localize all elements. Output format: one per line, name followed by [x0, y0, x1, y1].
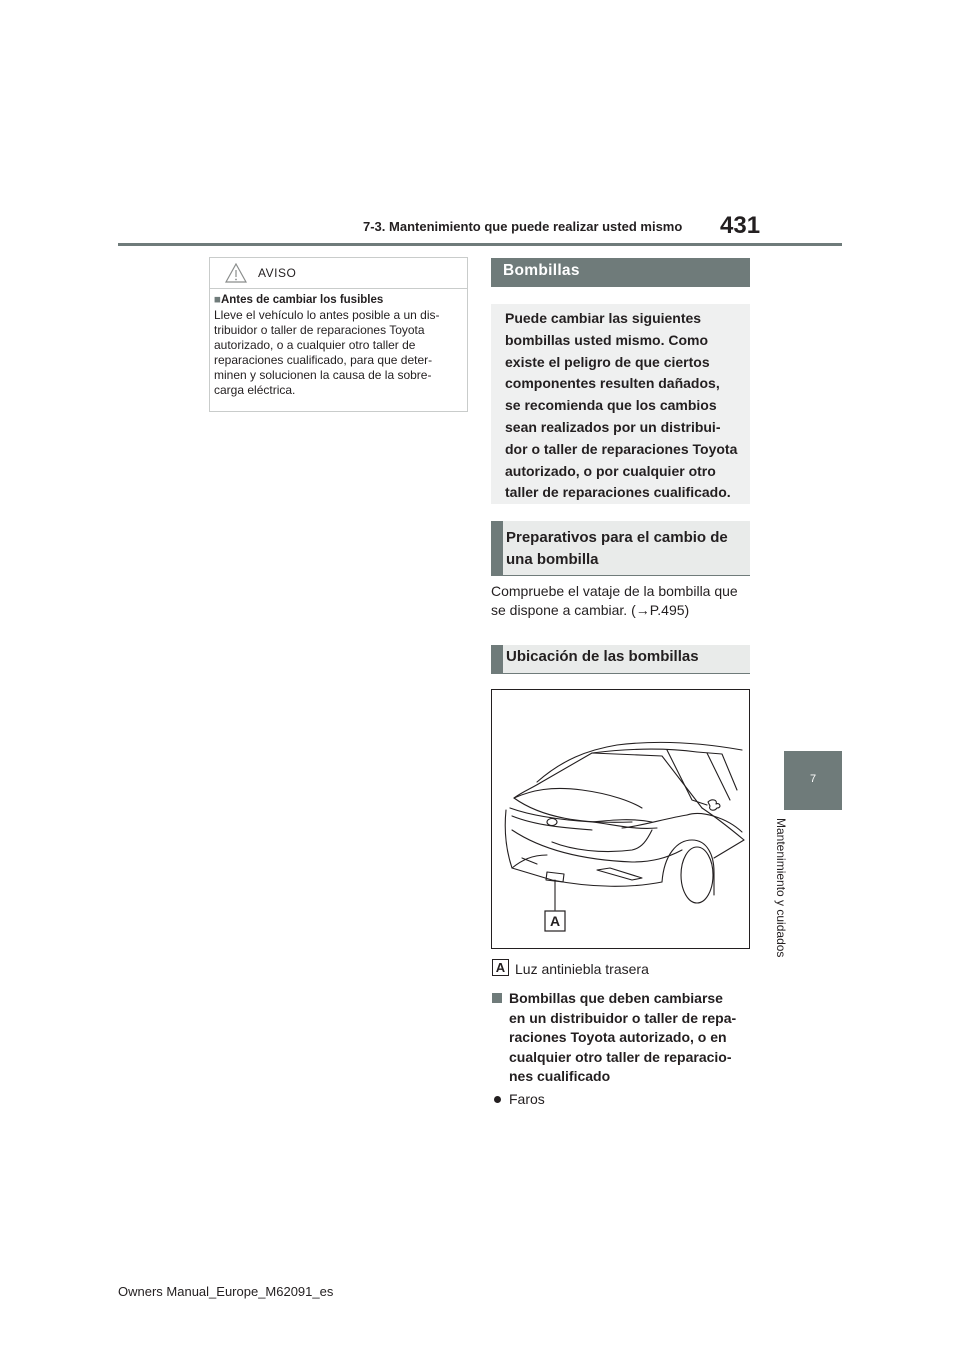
header-rule [118, 243, 842, 246]
intro-line: existe el peligro de que ciertos [505, 353, 710, 370]
callout-letter: A [492, 959, 509, 976]
warning-line: reparaciones cualificado, para que deter- [214, 353, 433, 367]
ubicacion-heading: Ubicación de las bombillas [491, 645, 750, 673]
warning-text [214, 308, 461, 398]
warning-line: autorizado, o a cualquier otro taller de [214, 338, 416, 352]
section-title: 7-3. Mantenimiento que puede realizar usted mismo [363, 219, 683, 234]
square-bullet-icon [492, 993, 502, 1003]
warning-subheading: ■Antes de cambiar los fusibles [214, 294, 384, 306]
chapter-number: 7 [809, 773, 817, 785]
chapter-label [760, 800, 820, 1000]
intro-line: taller de reparaciones cualificado. [505, 484, 731, 501]
preparativos-line: Compruebe el vataje de la bombilla que [491, 583, 738, 599]
callout-description: Luz antiniebla trasera [515, 961, 649, 977]
warning-triangle-icon [225, 263, 247, 283]
heading-rule [491, 575, 750, 576]
intro-line: componentes resulten dañados, [505, 375, 720, 392]
heading-rule [491, 673, 750, 674]
warning-box-header [210, 258, 467, 289]
dealer-subheading [509, 989, 754, 1087]
intro-line: bombillas usted mismo. Como [505, 331, 709, 348]
footer-text: Owners Manual_Europe_M62091_es [118, 1284, 334, 1299]
bullet-dot-icon [494, 1096, 501, 1103]
intro-line: autorizado, o por cualquier otro [505, 462, 716, 479]
intro-line: Puede cambiar las siguientes [505, 310, 702, 326]
dealer-subheading-line: nes cualificado [509, 1068, 611, 1084]
intro-line: se recomienda que los cambios [505, 397, 717, 414]
dealer-subheading-line: Bombillas que deben cambiarse [509, 990, 723, 1006]
car-rear-illustration [492, 690, 749, 948]
chapter-label-text: Mantenimiento y cuidados [774, 818, 788, 958]
preparativos-heading-line: una bombilla [506, 551, 599, 568]
preparativos-text [491, 582, 751, 620]
warning-title: AVISO [258, 266, 297, 280]
warning-box [209, 257, 468, 412]
preparativos-line: se dispone a cambiar. (→P.495) [491, 602, 690, 618]
intro-line: sean realizados por un distribui- [505, 418, 721, 435]
preparativos-heading [491, 521, 750, 576]
preparativos-heading-line: Preparativos para el cambio de [506, 529, 728, 546]
warning-line: minen y solucionen la causa de la sobre- [214, 368, 432, 382]
intro-box [491, 304, 750, 504]
square-bullet-icon: ■ [214, 294, 221, 306]
warning-line: carga eléctrica. [214, 383, 296, 397]
bombillas-heading: Bombillas [491, 258, 750, 287]
intro-line: dor o taller de reparaciones Toyota [505, 440, 738, 457]
warning-line: Lleve el vehículo lo antes posible a un dis- [214, 308, 440, 322]
dealer-subheading-line: cualquier otro taller de reparacio- [509, 1048, 732, 1065]
figure-callout-label: A [549, 913, 561, 929]
dealer-subheading-line: raciones Toyota autorizado, o en [509, 1029, 727, 1045]
car-rear-figure [491, 689, 750, 949]
page-number: 431 [720, 212, 761, 239]
bullet-item: Faros [509, 1091, 545, 1107]
dealer-subheading-line: en un distribuidor o taller de repa- [509, 1009, 737, 1026]
warning-line: tribuidor o taller de reparaciones Toyota [214, 323, 425, 337]
